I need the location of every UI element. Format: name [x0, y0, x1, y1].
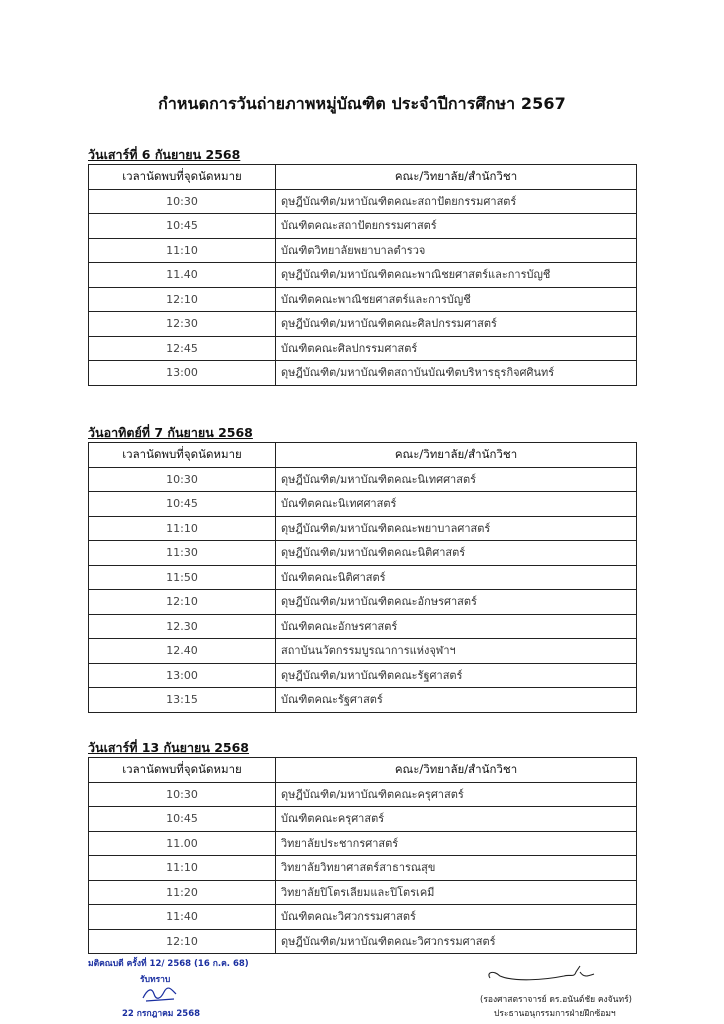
faculty-cell: ดุษฎีบัณฑิต/มหาบัณฑิตคณะครุศาสตร์ [276, 782, 637, 807]
time-cell: 10:30 [89, 467, 276, 492]
acknowledged-date: 22 กรกฎาคม 2568 [122, 1009, 201, 1019]
initials-signature-icon [140, 984, 180, 1004]
time-cell: 12:10 [89, 590, 276, 615]
day-heading: วันเสาร์ที่ 13 กันยายน 2568 [88, 740, 250, 755]
table-header-row [89, 165, 637, 190]
faculty-cell: ดุษฎีบัณฑิต/มหาบัณฑิตคณะศิลปกรรมศาสตร์ [276, 312, 637, 337]
faculty-cell: ดุษฎีบัณฑิต/มหาบัณฑิตสถาบันบัณฑิตบริหารธุรกิจศศินทร์ [276, 361, 637, 386]
schedule-section-day-1 [88, 146, 724, 386]
faculty-cell: ดุษฎีบัณฑิต/มหาบัณฑิตคณะรัฐศาสตร์ [276, 663, 637, 688]
table-header-row [89, 758, 637, 783]
schedule-table [88, 757, 637, 954]
handwritten-signature-icon [484, 962, 624, 988]
faculty-cell: บัณฑิตคณะนิติศาสตร์ [276, 565, 637, 590]
faculty-cell: บัณฑิตคณะรัฐศาสตร์ [276, 688, 637, 713]
time-cell: 13:15 [89, 688, 276, 713]
table-row [89, 807, 637, 832]
time-cell: 11:10 [89, 516, 276, 541]
table-row [89, 639, 637, 664]
faculty-cell: บัณฑิตคณะสถาปัตยกรรมศาสตร์ [276, 214, 637, 239]
faculty-cell: วิทยาลัยประชากรศาสตร์ [276, 831, 637, 856]
table-row [89, 782, 637, 807]
schedule-table [88, 442, 637, 713]
time-cell: 11:50 [89, 565, 276, 590]
schedule-section-day-2 [88, 424, 724, 713]
time-cell: 12:45 [89, 336, 276, 361]
time-cell: 12:30 [89, 312, 276, 337]
table-row [89, 688, 637, 713]
faculty-column-header: คณะ/วิทยาลัย/สำนักวิชา [276, 443, 637, 468]
time-cell: 10:45 [89, 214, 276, 239]
faculty-cell: บัณฑิตคณะพาณิชยศาสตร์และการบัญชี [276, 287, 637, 312]
time-column-header: เวลานัดพบที่จุดนัดหมาย [89, 443, 276, 468]
acknowledged-label: รับทราบ [140, 975, 171, 985]
time-cell: 11:40 [89, 905, 276, 930]
time-cell: 11:30 [89, 541, 276, 566]
faculty-cell: วิทยาลัยปิโตรเลียมและปิโตรเคมี [276, 880, 637, 905]
resolution-note: มติคณบดี ครั้งที่ 12/ 2568 (16 ก.ค. 68) [88, 959, 249, 969]
table-row [89, 590, 637, 615]
faculty-cell: ดุษฎีบัณฑิต/มหาบัณฑิตคณะนิเทศศาสตร์ [276, 467, 637, 492]
time-cell: 10:30 [89, 782, 276, 807]
faculty-cell: บัณฑิตคณะอักษรศาสตร์ [276, 614, 637, 639]
table-row [89, 336, 637, 361]
faculty-column-header: คณะ/วิทยาลัย/สำนักวิชา [276, 165, 637, 190]
signer-position: ประธานอนุกรรมการฝ่ายฝึกซ้อมฯ [494, 1009, 616, 1019]
faculty-cell: ดุษฎีบัณฑิต/มหาบัณฑิตคณะอักษรศาสตร์ [276, 590, 637, 615]
table-row [89, 214, 637, 239]
time-cell: 13:00 [89, 361, 276, 386]
table-row [89, 929, 637, 954]
table-row [89, 856, 637, 881]
schedule-table [88, 164, 637, 386]
faculty-cell: ดุษฎีบัณฑิต/มหาบัณฑิตคณะพาณิชยศาสตร์และการบัญชี [276, 263, 637, 288]
time-cell: 10:45 [89, 807, 276, 832]
schedule-section-day-3 [88, 739, 724, 954]
table-row [89, 663, 637, 688]
table-row [89, 263, 637, 288]
faculty-cell: ดุษฎีบัณฑิต/มหาบัณฑิตคณะสถาปัตยกรรมศาสตร์ [276, 189, 637, 214]
time-cell: 12:10 [89, 929, 276, 954]
time-cell: 10:45 [89, 492, 276, 517]
day-heading: วันอาทิตย์ที่ 7 กันยายน 2568 [88, 425, 253, 440]
table-row [89, 467, 637, 492]
time-column-header: เวลานัดพบที่จุดนัดหมาย [89, 165, 276, 190]
faculty-cell: ดุษฎีบัณฑิต/มหาบัณฑิตคณะวิศวกรรมศาสตร์ [276, 929, 637, 954]
faculty-cell: บัณฑิตคณะวิศวกรรมศาสตร์ [276, 905, 637, 930]
time-column-header: เวลานัดพบที่จุดนัดหมาย [89, 758, 276, 783]
time-cell: 10:30 [89, 189, 276, 214]
time-cell: 12.30 [89, 614, 276, 639]
faculty-cell: บัณฑิตคณะครุศาสตร์ [276, 807, 637, 832]
table-row [89, 831, 637, 856]
faculty-cell: ดุษฎีบัณฑิต/มหาบัณฑิตคณะพยาบาลศาสตร์ [276, 516, 637, 541]
table-row [89, 361, 637, 386]
day-heading: วันเสาร์ที่ 6 กันยายน 2568 [88, 147, 241, 162]
time-cell: 12:10 [89, 287, 276, 312]
table-row [89, 287, 637, 312]
faculty-cell: บัณฑิตคณะนิเทศศาสตร์ [276, 492, 637, 517]
table-row [89, 880, 637, 905]
table-row [89, 189, 637, 214]
table-header-row [89, 443, 637, 468]
time-cell: 11:10 [89, 238, 276, 263]
signer-name: (รองศาสตราจารย์ ดร.อนันต์ชัย คงจันทร์) [480, 995, 632, 1005]
faculty-cell: บัณฑิตวิทยาลัยพยาบาลตำรวจ [276, 238, 637, 263]
table-row [89, 905, 637, 930]
table-row [89, 541, 637, 566]
faculty-cell: วิทยาลัยวิทยาศาสตร์สาธารณสุข [276, 856, 637, 881]
time-cell: 11.00 [89, 831, 276, 856]
table-row [89, 312, 637, 337]
faculty-column-header: คณะ/วิทยาลัย/สำนักวิชา [276, 758, 637, 783]
table-row [89, 516, 637, 541]
faculty-cell: สถาบันนวัตกรรมบูรณาการแห่งจุฬาฯ [276, 639, 637, 664]
time-cell: 11.40 [89, 263, 276, 288]
time-cell: 11:20 [89, 880, 276, 905]
table-row [89, 238, 637, 263]
page-title: กำหนดการวันถ่ายภาพหมู่บัณฑิต ประจำปีการศึกษา 2567 [158, 94, 566, 113]
table-row [89, 565, 637, 590]
time-cell: 11:10 [89, 856, 276, 881]
faculty-cell: ดุษฎีบัณฑิต/มหาบัณฑิตคณะนิติศาสตร์ [276, 541, 637, 566]
time-cell: 12.40 [89, 639, 276, 664]
table-row [89, 492, 637, 517]
table-row [89, 614, 637, 639]
faculty-cell: บัณฑิตคณะศิลปกรรมศาสตร์ [276, 336, 637, 361]
time-cell: 13:00 [89, 663, 276, 688]
